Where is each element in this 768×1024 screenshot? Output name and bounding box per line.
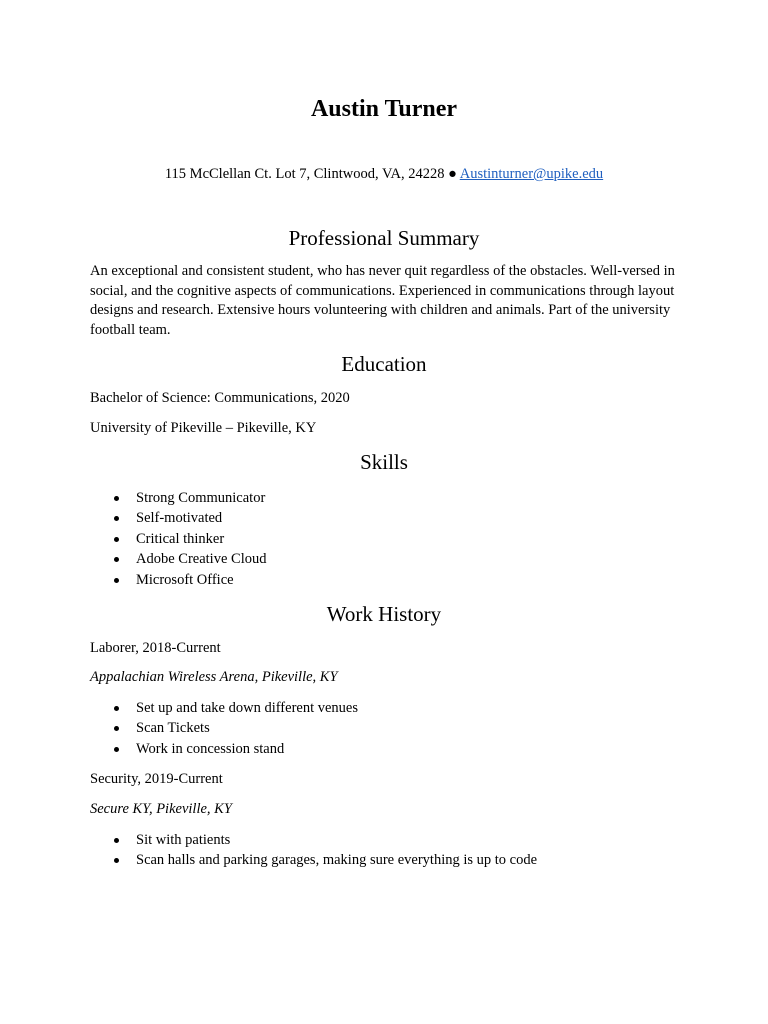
bullet-icon bbox=[114, 858, 119, 863]
bullet-icon bbox=[114, 516, 119, 521]
job-duties-list bbox=[90, 698, 690, 759]
work-heading: Work History bbox=[326, 602, 442, 626]
skills-list bbox=[90, 488, 690, 590]
job-place: Appalachian Wireless Arena, Pikeville, KY bbox=[90, 669, 338, 685]
bullet-separator: ● bbox=[448, 166, 457, 182]
summary-heading: Professional Summary bbox=[288, 226, 480, 250]
list-item: Scan halls and parking garages, making sure everything is up to code bbox=[90, 850, 690, 870]
list-item: Set up and take down different venues bbox=[90, 698, 690, 718]
bullet-icon bbox=[114, 496, 119, 501]
list-item: Work in concession stand bbox=[90, 739, 690, 759]
job-title: Security, 2019-Current bbox=[90, 771, 223, 787]
bullet-icon bbox=[114, 557, 119, 562]
summary-paragraph: An exceptional and consistent student, who has never quit regardless of the obstacles. Well-versed in social, and the cognitive aspects of communications. Experienced in communications through layout designs and research. Extensive hours volunteering with children and animals. Part of the university football team. bbox=[90, 263, 675, 338]
job-place: Secure KY, Pikeville, KY bbox=[90, 801, 232, 817]
job-duties-list bbox=[90, 830, 690, 871]
bullet-icon bbox=[114, 726, 119, 731]
education-heading: Education bbox=[341, 352, 427, 376]
bullet-icon bbox=[114, 578, 119, 583]
bullet-icon bbox=[114, 537, 119, 542]
list-item: Strong Communicator bbox=[90, 488, 690, 508]
list-item: Scan Tickets bbox=[90, 718, 690, 738]
list-item: Self-motivated bbox=[90, 508, 690, 528]
email-link[interactable]: Austinturner@upike.edu bbox=[459, 166, 604, 182]
list-item: Sit with patients bbox=[90, 830, 690, 850]
education-school: University of Pikeville – Pikeville, KY bbox=[90, 420, 317, 436]
bullet-icon bbox=[114, 706, 119, 711]
list-item: Adobe Creative Cloud bbox=[90, 549, 690, 569]
list-item: Microsoft Office bbox=[90, 570, 690, 590]
skills-heading: Skills bbox=[360, 450, 408, 474]
education-degree: Bachelor of Science: Communications, 2020 bbox=[90, 390, 350, 406]
list-item: Critical thinker bbox=[90, 529, 690, 549]
bullet-icon bbox=[114, 838, 119, 843]
contact-line bbox=[0, 164, 768, 184]
resume-name: Austin Turner bbox=[310, 96, 458, 122]
address-text: 115 McClellan Ct. Lot 7, Clintwood, VA, 24228 bbox=[164, 166, 445, 182]
job-title: Laborer, 2018-Current bbox=[90, 640, 221, 656]
bullet-icon bbox=[114, 747, 119, 752]
